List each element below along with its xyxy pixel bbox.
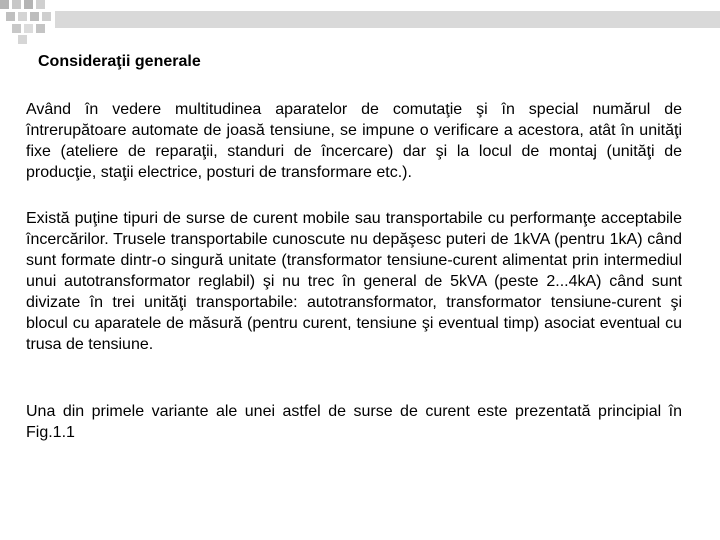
deco-square (18, 12, 27, 21)
header-bar (55, 11, 720, 28)
deco-square (12, 0, 21, 9)
deco-square (6, 12, 15, 21)
header-decoration (0, 0, 720, 45)
paragraph: Una din primele variante ale unei astfel de surse de curent este prezentată principial în Fig.1.1 (26, 403, 682, 441)
deco-square (30, 12, 39, 21)
deco-square (42, 12, 51, 21)
deco-square (36, 0, 45, 9)
deco-square (18, 35, 27, 44)
deco-square (24, 0, 33, 9)
deco-square (0, 0, 9, 9)
paragraph: Există puţine tipuri de surse de curent mobile sau transportabile cu performanţe acceptabile încercărilor. Trusele transportabile cunoscute nu depăşesc puteri de 1kVA (pentru 1kA) când sunt formate dintr-o singură unitate (transformator tensiune-curent alimentat prin intermediul unui autotransformator reglabil) şi nu trec în general de 5kVA (peste 2...4kA) când sunt divizate în trei unităţi transportabile: autotransformator, transformator tensiune-curent şi blocul cu aparatele de măsură (pentru curent, tensiune şi eventual timp) asociat eventual cu trusa de tensiune. (26, 210, 682, 353)
deco-square (12, 24, 21, 33)
slide-title: Consideraţii generale (38, 53, 201, 70)
paragraph: Având în vedere multitudinea aparatelor de comutaţie şi în special numărul de întrerupătoare automate de joasă tensiune, se impune o verificare a acestora, atât în unităţi fixe (ateliere de reparaţii, standuri de încercare) dar şi la locul de montaj (unităţi de producţie, staţii electrice, posturi de transformare etc.). (26, 101, 682, 181)
deco-square (24, 24, 33, 33)
deco-square (36, 24, 45, 33)
